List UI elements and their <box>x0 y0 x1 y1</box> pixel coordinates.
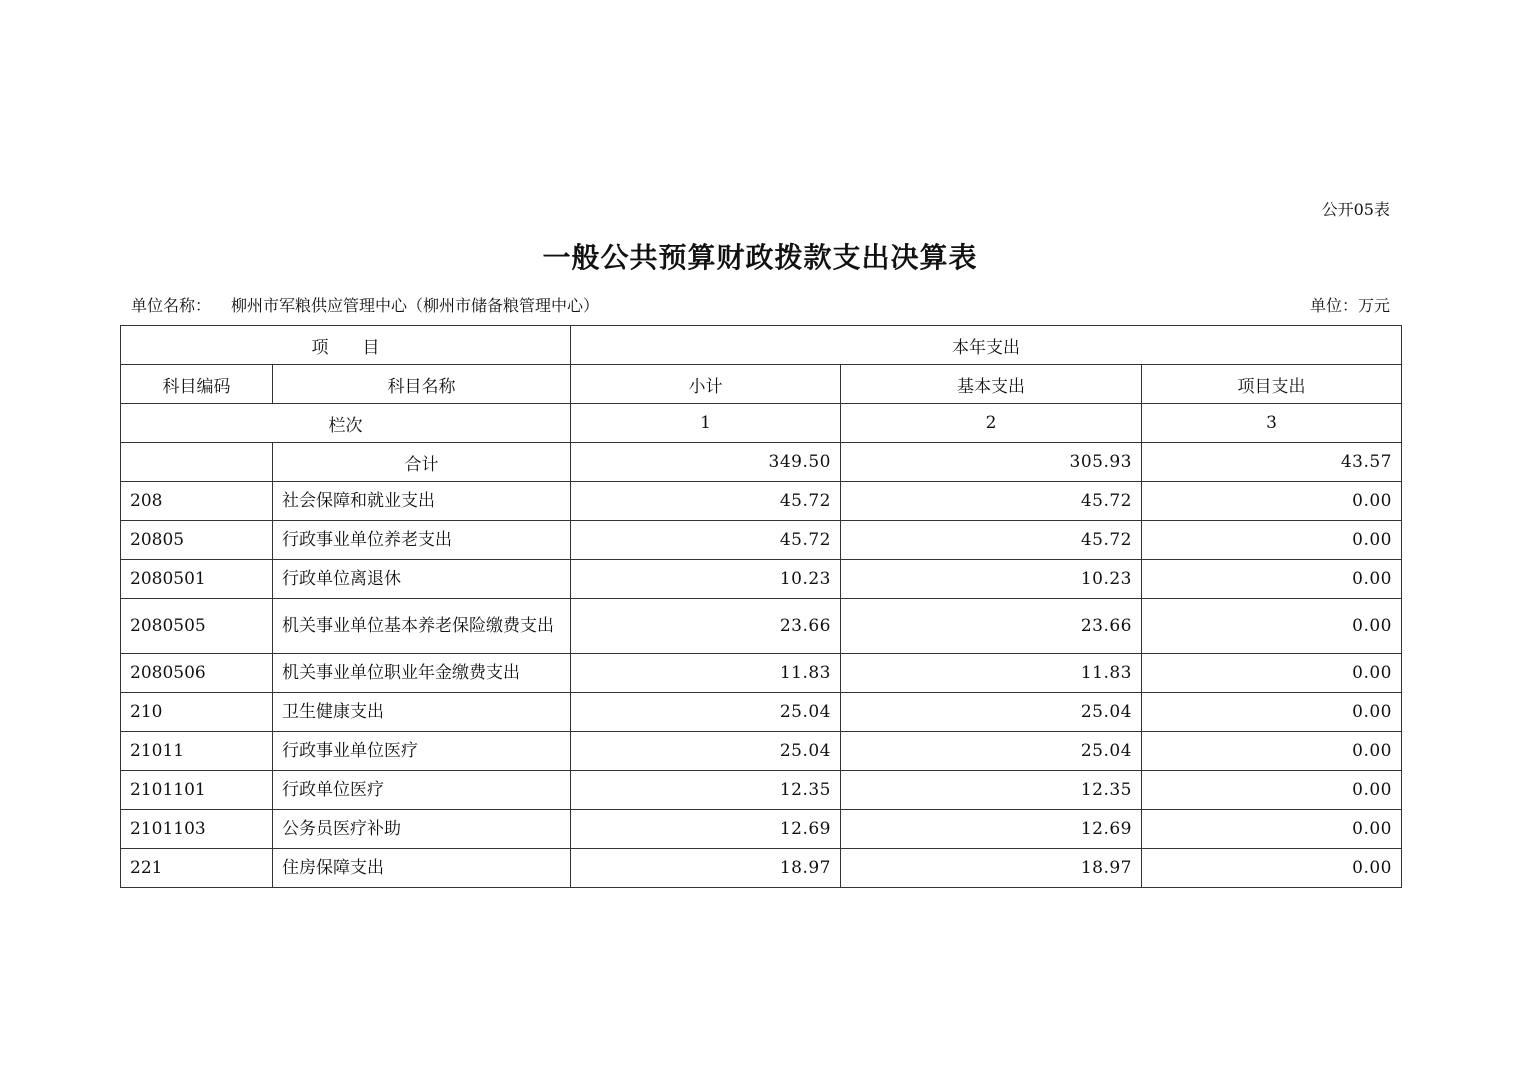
row-subtotal: 45.72 <box>571 521 841 560</box>
row-project: 0.00 <box>1142 732 1402 771</box>
row-code: 2080505 <box>121 599 273 654</box>
row-name: 卫生健康支出 <box>273 693 571 732</box>
row-subtotal: 23.66 <box>571 599 841 654</box>
header-row-2 <box>121 365 1402 404</box>
row-subtotal: 10.23 <box>571 560 841 599</box>
row-subtotal: 12.69 <box>571 810 841 849</box>
total-subtotal: 349.50 <box>571 443 841 482</box>
row-basic: 12.35 <box>841 771 1142 810</box>
header-row-3 <box>121 404 1402 443</box>
row-code: 21011 <box>121 732 273 771</box>
table-row <box>121 654 1402 693</box>
header-subtotal: 小计 <box>571 365 841 404</box>
row-subtotal: 45.72 <box>571 482 841 521</box>
row-basic: 11.83 <box>841 654 1142 693</box>
row-basic: 12.69 <box>841 810 1142 849</box>
table-row <box>121 482 1402 521</box>
row-name: 行政单位医疗 <box>273 771 571 810</box>
row-project: 0.00 <box>1142 771 1402 810</box>
row-code: 2080506 <box>121 654 273 693</box>
row-project: 0.00 <box>1142 654 1402 693</box>
header-col-1: 1 <box>571 404 841 443</box>
row-basic: 23.66 <box>841 599 1142 654</box>
header-project: 项 目 <box>121 326 571 365</box>
row-name: 行政事业单位养老支出 <box>273 521 571 560</box>
table-row <box>121 560 1402 599</box>
row-name: 社会保障和就业支出 <box>273 482 571 521</box>
table-row <box>121 849 1402 888</box>
row-subtotal: 25.04 <box>571 693 841 732</box>
unit-name-value: 柳州市军粮供应管理中心（柳州市储备粮管理中心） <box>231 296 600 315</box>
header-col-3: 3 <box>1142 404 1402 443</box>
total-code-cell <box>121 443 273 482</box>
row-name: 住房保障支出 <box>273 849 571 888</box>
row-code: 210 <box>121 693 273 732</box>
header-name: 科目名称 <box>273 365 571 404</box>
row-code: 20805 <box>121 521 273 560</box>
row-basic: 25.04 <box>841 732 1142 771</box>
unit-name-label: 单位名称： <box>131 296 212 315</box>
row-basic: 45.72 <box>841 482 1142 521</box>
row-code: 2101101 <box>121 771 273 810</box>
row-project: 0.00 <box>1142 560 1402 599</box>
row-basic: 45.72 <box>841 521 1142 560</box>
row-project: 0.00 <box>1142 849 1402 888</box>
row-basic: 25.04 <box>841 693 1142 732</box>
header-row-1 <box>121 326 1402 365</box>
meta-row <box>131 295 1390 317</box>
total-project: 43.57 <box>1142 443 1402 482</box>
row-code: 2080501 <box>121 560 273 599</box>
total-row <box>121 443 1402 482</box>
row-project: 0.00 <box>1142 521 1402 560</box>
row-project: 0.00 <box>1142 693 1402 732</box>
row-code: 2101103 <box>121 810 273 849</box>
row-name: 公务员医疗补助 <box>273 810 571 849</box>
page-title: 一般公共预算财政拨款支出决算表 <box>542 241 978 274</box>
table-row <box>121 599 1402 654</box>
header-this-year: 本年支出 <box>571 326 1402 365</box>
row-subtotal: 11.83 <box>571 654 841 693</box>
table-row <box>121 732 1402 771</box>
table-row <box>121 521 1402 560</box>
row-name: 行政单位离退休 <box>273 560 571 599</box>
row-subtotal: 25.04 <box>571 732 841 771</box>
row-basic: 10.23 <box>841 560 1142 599</box>
header-lanci: 栏次 <box>121 404 571 443</box>
row-code: 221 <box>121 849 273 888</box>
unit-name-block <box>131 295 599 317</box>
form-number: 公开05表 <box>1321 200 1390 219</box>
row-subtotal: 18.97 <box>571 849 841 888</box>
table-row <box>121 810 1402 849</box>
row-name: 机关事业单位基本养老保险缴费支出 <box>273 599 571 654</box>
row-name: 行政事业单位医疗 <box>273 732 571 771</box>
header-code: 科目编码 <box>121 365 273 404</box>
total-basic: 305.93 <box>841 443 1142 482</box>
expenditure-table <box>120 325 1402 888</box>
row-code: 208 <box>121 482 273 521</box>
table-row <box>121 693 1402 732</box>
header-project-exp: 项目支出 <box>1142 365 1402 404</box>
row-project: 0.00 <box>1142 810 1402 849</box>
row-project: 0.00 <box>1142 599 1402 654</box>
header-basic: 基本支出 <box>841 365 1142 404</box>
row-subtotal: 12.35 <box>571 771 841 810</box>
row-project: 0.00 <box>1142 482 1402 521</box>
header-col-2: 2 <box>841 404 1142 443</box>
currency-unit: 单位：万元 <box>1309 296 1390 315</box>
table-row <box>121 771 1402 810</box>
row-basic: 18.97 <box>841 849 1142 888</box>
row-name: 机关事业单位职业年金缴费支出 <box>273 654 571 693</box>
total-label: 合计 <box>273 443 571 482</box>
